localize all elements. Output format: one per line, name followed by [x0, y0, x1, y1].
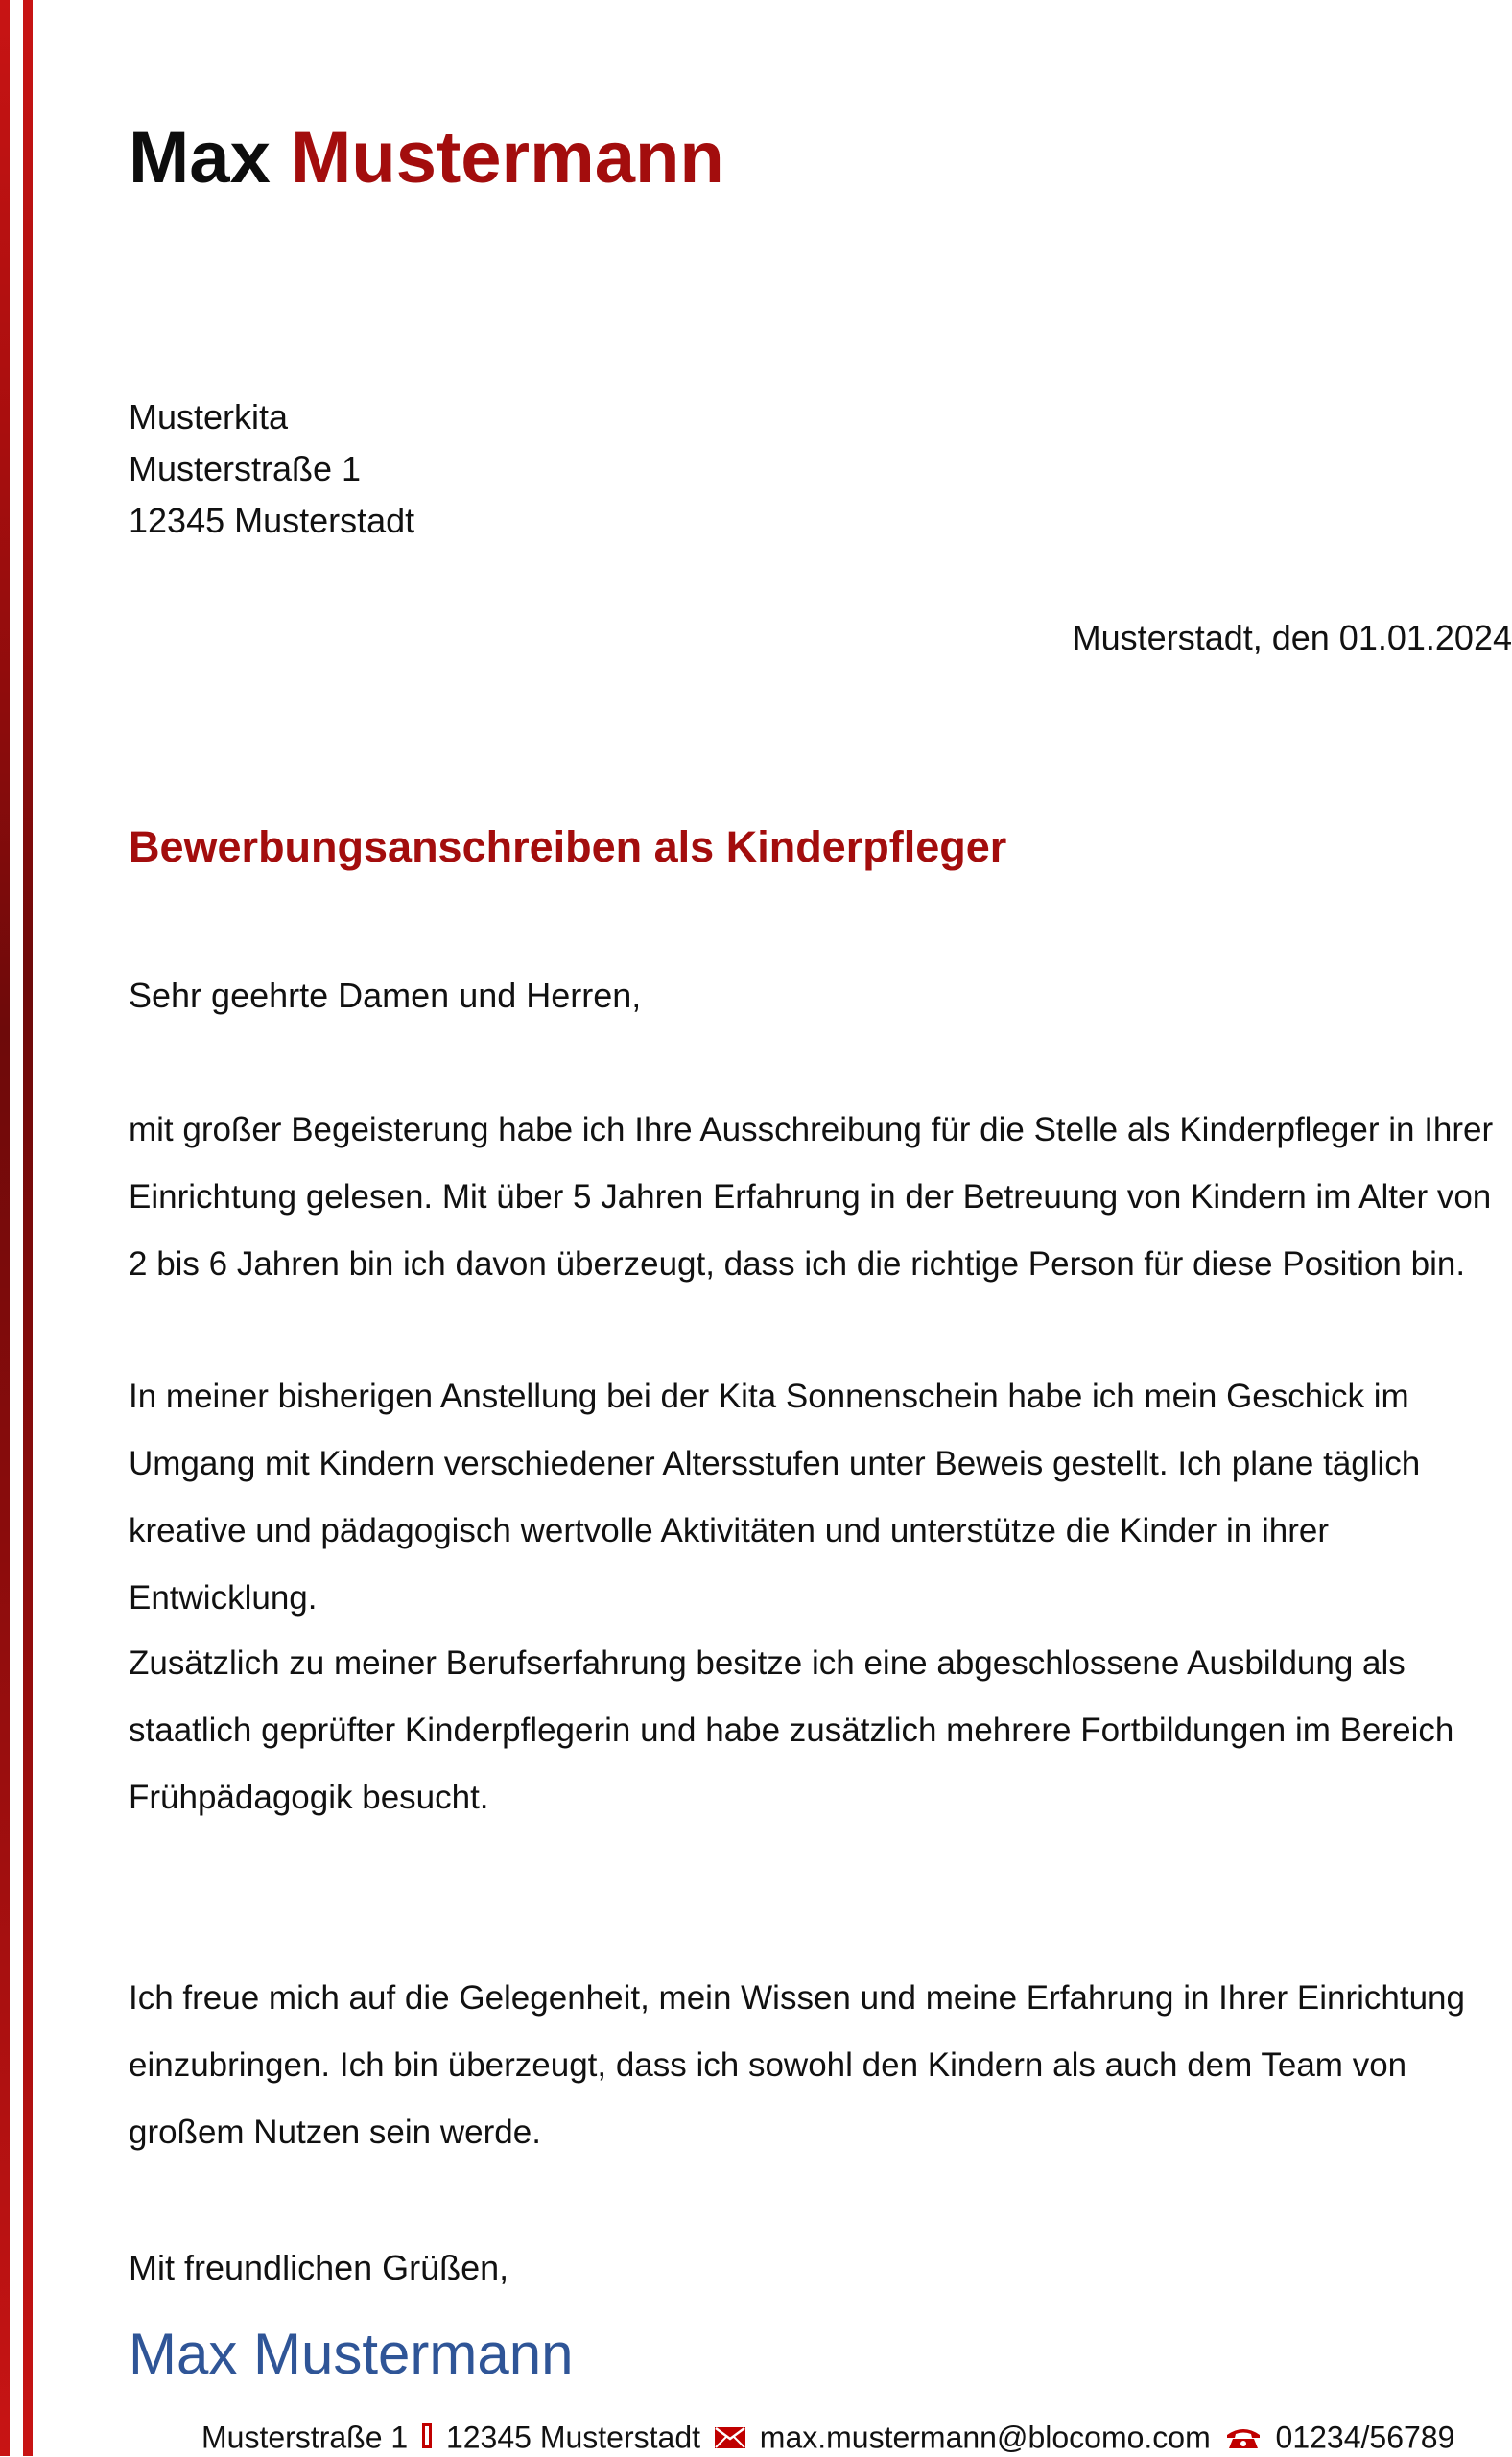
- recipient-street: Musterstraße 1: [129, 449, 362, 488]
- sender-name-heading: [129, 110, 724, 206]
- location-icon: [422, 2423, 432, 2448]
- envelope-icon: [715, 2427, 745, 2448]
- contact-footer: [201, 2416, 1454, 2457]
- sender-first-name: Max: [129, 117, 271, 199]
- subject-line: Bewerbungsanschreiben als Kinderpfleger: [129, 822, 1007, 871]
- footer-email[interactable]: max.mustermann@blocomo.com: [759, 2420, 1211, 2455]
- recipient-name: Musterkita: [129, 397, 289, 437]
- body-paragraph: Ich freue mich auf die Gelegenheit, mein Wissen und meine Erfahrung in Ihrer Einrichtung einzubringen. Ich bin überzeugt, dass ich sowohl den Kindern als auch dem Team von großem Nutzen sein werde.: [129, 1979, 1465, 2151]
- closing-phrase: Mit freundlichen Grüßen,: [129, 2248, 509, 2287]
- footer-street: Musterstraße 1: [201, 2420, 409, 2455]
- signature: Max Mustermann: [129, 2322, 574, 2386]
- recipient-city: 12345 Musterstadt: [129, 501, 415, 540]
- footer-phone[interactable]: 01234/56789: [1275, 2420, 1455, 2455]
- left-accent-bar-outer: [0, 0, 10, 2456]
- telephone-icon: [1225, 2426, 1262, 2449]
- left-accent-bar-inner: [23, 0, 33, 2456]
- sender-last-name: Mustermann: [290, 117, 724, 199]
- date-line: Musterstadt, den 01.01.2024: [1072, 618, 1512, 657]
- footer-city: 12345 Musterstadt: [445, 2420, 700, 2455]
- body-paragraph: In meiner bisherigen Anstellung bei der Kita Sonnenschein habe ich mein Geschick im Umgang mit Kindern verschiedener Altersstufen unter Beweis gestellt. Ich plane täglich kreative und pädagogisch wertvolle Aktivitäten und unterstütze die Kinder in ihrer Entwicklung.: [129, 1378, 1421, 1617]
- body-paragraph: Zusätzlich zu meiner Berufserfahrung besitze ich eine abgeschlossene Ausbildung als staatlich geprüfter Kinderpflegerin und habe zusätzlich mehrere Fortbildungen im Bereich Frühpädagogik besucht.: [129, 1644, 1454, 1816]
- recipient-address: [129, 391, 414, 547]
- salutation: Sehr geehrte Damen und Herren,: [129, 976, 642, 1015]
- body-paragraph: mit großer Begeisterung habe ich Ihre Ausschreibung für die Stelle als Kinderpfleger in Ihrer Einrichtung gelesen. Mit über 5 Jahren Erfahrung in der Betreuung von Kindern im Alter von 2 bis 6 Jahren bin ich davon überzeugt, dass ich die richtige Person für diese Position bin.: [129, 1111, 1494, 1283]
